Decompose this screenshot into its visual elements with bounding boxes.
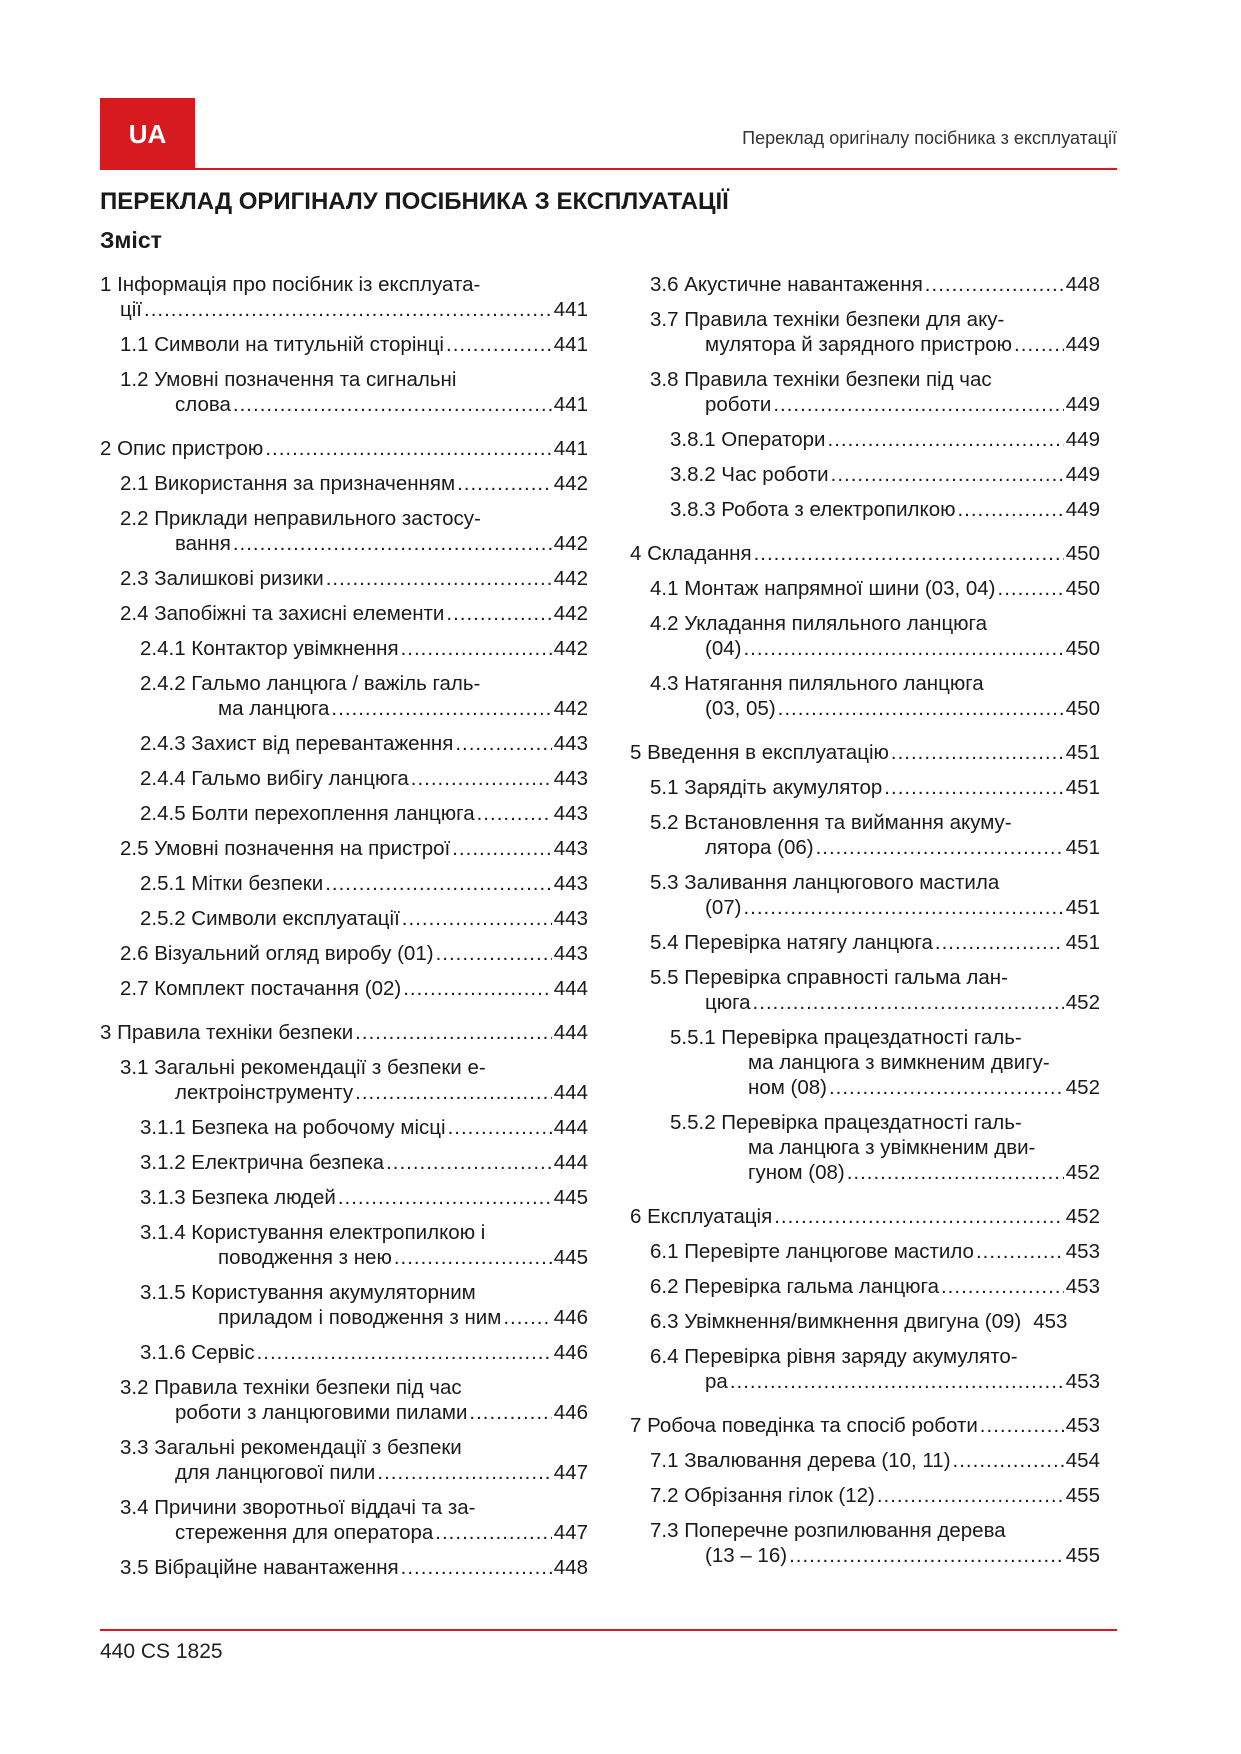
toc-page-number: 444	[553, 1081, 588, 1104]
toc-entry-text: 6.3 Увімкнення/вимкнення двигуна (09)	[650, 1310, 1022, 1333]
toc-leader-dots	[436, 941, 552, 966]
toc-entry-text: 4.3 Натягання пиляльного ланцюга	[650, 672, 984, 695]
toc-entry-text: 3.8.3 Робота з електропилкою	[670, 498, 956, 521]
toc-page-number: 451	[1065, 931, 1100, 954]
toc-entry-text: 3.6 Акустичне навантаження	[650, 273, 923, 296]
toc-entry[interactable]	[100, 1435, 588, 1485]
toc-entry-text: 3.1.6 Сервіс	[140, 1341, 255, 1364]
toc-entry-text: 2.4.1 Контактор увімкнення	[140, 637, 399, 660]
toc-page-number: 452	[1065, 991, 1100, 1014]
toc-entry[interactable]	[100, 1280, 588, 1330]
toc-entry-text: 5.4 Перевірка натягу ланцюга	[650, 931, 933, 954]
toc-entry[interactable]	[100, 1340, 588, 1365]
toc-page-number: 443	[553, 732, 588, 755]
toc-entry[interactable]	[100, 836, 588, 861]
toc-entry[interactable]	[100, 1495, 588, 1545]
toc-page-number: 455	[1065, 1544, 1100, 1567]
toc-entry-text: 5.3 Заливання ланцюгового мастила	[650, 871, 1000, 894]
toc-page-number: 450	[1065, 697, 1100, 720]
toc-page-number: 453	[1065, 1240, 1100, 1263]
toc-page-number: 452	[1065, 1076, 1100, 1099]
toc-page-number: 442	[553, 472, 588, 495]
toc-entry-text: 4.2 Укладання пиляльного ланцюга	[650, 612, 987, 635]
toc-entry[interactable]	[100, 801, 588, 826]
toc-leader-dots	[831, 462, 1064, 487]
toc-page-number: 455	[1065, 1484, 1100, 1507]
toc-page-number: 453	[1065, 1370, 1100, 1393]
toc-leader-dots	[386, 1150, 552, 1175]
toc-entry[interactable]	[630, 740, 1100, 765]
toc-entry[interactable]	[100, 367, 588, 417]
toc-page-number: 441	[553, 437, 588, 460]
toc-entry-text: 5.5 Перевірка справності гальма лан-	[650, 966, 1008, 989]
toc-entry-text: 3.8.2 Час роботи	[670, 463, 829, 486]
toc-entry-text: 2.5.1 Мітки безпеки	[140, 872, 324, 895]
toc-page-number: 449	[1065, 333, 1100, 356]
toc-entry-text: 2.6 Візуальний огляд виробу (01)	[120, 942, 434, 965]
toc-entry-text: ма ланцюга	[218, 697, 330, 720]
toc-entry[interactable]	[630, 541, 1100, 566]
toc-entry-text: вання	[175, 532, 231, 555]
toc-entry-text: 2.4.2 Гальмо ланцюга / важіль галь-	[140, 672, 481, 695]
toc-entry[interactable]	[100, 731, 588, 756]
toc-entry-text: 1 Інформація про посібник із експлуата-	[100, 273, 481, 296]
toc-entry-text: 3.8.1 Оператори	[670, 428, 826, 451]
toc-page-number: 445	[553, 1186, 588, 1209]
toc-leader-dots	[446, 601, 551, 626]
header-divider	[100, 168, 1117, 170]
toc-entry[interactable]	[100, 566, 588, 591]
toc-entry[interactable]	[630, 1239, 1100, 1264]
toc-entry[interactable]	[630, 1413, 1100, 1438]
toc-entry-text: 2 Опис пристрою	[100, 437, 264, 460]
toc-entry-text: 4.1 Монтаж напрямної шини (03, 04)	[650, 577, 996, 600]
toc-leader-dots	[402, 906, 552, 931]
toc-page-number: 446	[553, 1306, 588, 1329]
toc-entry-text: 3.1 Загальні рекомендації з безпеки е-	[120, 1056, 486, 1079]
page-title: ПЕРЕКЛАД ОРИГІНАЛУ ПОСІБНИКА З ЕКСПЛУАТАЦІЇ	[100, 188, 729, 215]
toc-heading: Зміст	[100, 227, 162, 253]
toc-entry-text: 3.8 Правила техніки безпеки під час	[650, 368, 992, 391]
toc-entry-text: мулятора й зарядного пристрою	[705, 333, 1013, 356]
toc-entry-text: 2.5.2 Символи експлуатації	[140, 907, 400, 930]
page-footer: 440 CS 1825	[100, 1640, 223, 1663]
toc-entry[interactable]	[630, 1448, 1100, 1473]
toc-leader-dots	[233, 392, 552, 417]
toc-leader-dots	[469, 1400, 551, 1425]
toc-entry-text: приладом і поводження з ним	[218, 1306, 502, 1329]
toc-page-number: 442	[553, 602, 588, 625]
toc-entry-text: 3.7 Правила техніки безпеки для аку-	[650, 308, 1005, 331]
toc-leader-dots	[257, 1340, 552, 1365]
toc-entry[interactable]	[630, 1344, 1100, 1394]
toc-entry-text: 2.2 Приклади неправильного застосу-	[120, 507, 481, 530]
toc-entry-text: 5.1 Зарядіть акумулятор	[650, 776, 883, 799]
toc-entry-text: 6.4 Перевірка рівня заряду акумулято-	[650, 1345, 1018, 1368]
toc-entry-text: 7.3 Поперечне розпилювання дерева	[650, 1519, 1006, 1542]
toc-page-number: 453	[1065, 1275, 1100, 1298]
toc-entry-text: роботи	[705, 393, 772, 416]
toc-entry-text: стереження для оператора	[175, 1521, 434, 1544]
toc-entry-text: (03, 05)	[705, 697, 776, 720]
toc-leader-dots	[452, 836, 552, 861]
toc-entry-text: цюга	[705, 991, 751, 1014]
toc-leader-dots	[435, 1520, 552, 1545]
toc-entry[interactable]	[630, 1025, 1100, 1100]
toc-page-number: 442	[553, 637, 588, 660]
toc-leader-dots	[1014, 332, 1064, 357]
toc-entry-text: 3.1.2 Електрична безпека	[140, 1151, 385, 1174]
toc-entry[interactable]	[630, 810, 1100, 860]
toc-entry-text: ції	[120, 298, 142, 321]
toc-leader-dots	[753, 990, 1064, 1015]
toc-entry[interactable]	[100, 471, 588, 496]
toc-page-number: 444	[553, 1151, 588, 1174]
toc-entry[interactable]	[630, 427, 1100, 452]
footer-divider	[100, 1629, 1117, 1631]
toc-entry-text: 6.2 Перевірка гальма ланцюга	[650, 1275, 939, 1298]
toc-leader-dots	[816, 835, 1064, 860]
toc-entry-text: 3 Правила техніки безпеки	[100, 1021, 354, 1044]
toc-entry-text: гуном (08)	[748, 1161, 845, 1184]
toc-page-number: 443	[553, 802, 588, 825]
toc-page-number: 451	[1065, 776, 1100, 799]
toc-leader-dots	[455, 731, 551, 756]
toc-entry-text: 7.2 Обрізання гілок (12)	[650, 1484, 875, 1507]
toc-entry-text: 1.1 Символи на титульній сторінці	[120, 333, 444, 356]
toc-leader-dots	[394, 1245, 552, 1270]
toc-entry-text: (07)	[705, 896, 742, 919]
toc-leader-dots	[935, 930, 1064, 955]
toc-leader-dots	[730, 1369, 1064, 1394]
toc-page-number: 443	[553, 767, 588, 790]
toc-entry[interactable]	[630, 611, 1100, 661]
toc-page-number: 449	[1065, 393, 1100, 416]
toc-entry-text: слова	[175, 393, 231, 416]
toc-page-number: 449	[1065, 498, 1100, 521]
toc-entry-text: 3.1.4 Користування електропилкою і	[140, 1221, 486, 1244]
toc-page-number: 452	[1065, 1161, 1100, 1184]
toc-leader-dots	[957, 497, 1063, 522]
toc-entry[interactable]	[630, 1110, 1100, 1185]
toc-entry[interactable]	[100, 906, 588, 931]
toc-leader-dots	[401, 1555, 552, 1580]
toc-entry-text: 3.1.1 Безпека на робочому місці	[140, 1116, 446, 1139]
toc-entry-text: 2.4.5 Болти перехоплення ланцюга	[140, 802, 475, 825]
toc-leader-dots	[503, 1305, 551, 1330]
toc-entry[interactable]	[630, 1204, 1100, 1229]
toc-column-left	[100, 272, 588, 1580]
toc-entry[interactable]	[630, 462, 1100, 487]
toc-entry[interactable]	[630, 671, 1100, 721]
toc-leader-dots	[355, 1020, 552, 1045]
toc-leader-dots	[457, 471, 552, 496]
toc-leader-dots	[925, 272, 1064, 297]
language-badge: UA	[100, 98, 195, 170]
toc-page-number: 441	[553, 393, 588, 416]
toc-column-right	[630, 272, 1100, 1568]
toc-entry-text: (04)	[705, 637, 742, 660]
toc-entry-text: 2.3 Залишкові ризики	[120, 567, 324, 590]
toc-entry-text: 7.1 Звалювання дерева (10, 11)	[650, 1449, 951, 1472]
toc-leader-dots	[754, 541, 1064, 566]
toc-entry-text: 2.4 Запобіжні та захисні елементи	[120, 602, 445, 625]
toc-leader-dots	[774, 1204, 1064, 1229]
toc-entry[interactable]	[630, 307, 1100, 357]
toc-entry-text: 5.5.1 Перевірка працездатності галь-	[670, 1026, 1022, 1049]
toc-leader-dots	[891, 740, 1064, 765]
toc-leader-dots	[847, 1160, 1064, 1185]
toc-page-number: 451	[1065, 741, 1100, 764]
toc-entry[interactable]	[100, 1115, 588, 1140]
toc-page-number: 443	[553, 942, 588, 965]
toc-entry[interactable]	[100, 272, 588, 322]
toc-leader-dots	[401, 636, 552, 661]
toc-page-number: 450	[1065, 542, 1100, 565]
toc-entry[interactable]	[100, 871, 588, 896]
toc-leader-dots	[144, 297, 552, 322]
toc-page-number: 446	[553, 1401, 588, 1424]
toc-entry-text: 5 Введення в експлуатацію	[630, 741, 889, 764]
toc-entry[interactable]	[100, 601, 588, 626]
toc-entry-text: 5.2 Встановлення та виймання акуму-	[650, 811, 1012, 834]
toc-leader-dots	[743, 636, 1063, 661]
toc-leader-dots	[446, 332, 552, 357]
toc-entry-text: 5.5.2 Перевірка працездатності галь-	[670, 1111, 1022, 1134]
toc-entry[interactable]	[100, 671, 588, 721]
toc-page-number: 445	[553, 1246, 588, 1269]
toc-leader-dots	[829, 1075, 1064, 1100]
toc-entry[interactable]	[100, 1555, 588, 1580]
toc-leader-dots	[448, 1115, 552, 1140]
toc-leader-dots	[953, 1448, 1064, 1473]
toc-leader-dots	[743, 895, 1063, 920]
toc-leader-dots	[477, 801, 552, 826]
toc-entry-text: 3.5 Вібраційне навантаження	[120, 1556, 399, 1579]
toc-entry[interactable]	[630, 965, 1100, 1015]
toc-entry-text: поводження з нею	[218, 1246, 392, 1269]
toc-leader-dots	[331, 696, 551, 721]
toc-leader-dots	[325, 871, 552, 896]
toc-leader-dots	[233, 531, 552, 556]
toc-entry-text: 2.5 Умовні позначення на пристрої	[120, 837, 451, 860]
toc-leader-dots	[941, 1274, 1064, 1299]
toc-entry-text: 6 Експлуатація	[630, 1205, 773, 1228]
toc-entry-text: 2.7 Комплект постачання (02)	[120, 977, 402, 1000]
toc-entry[interactable]	[100, 1055, 588, 1105]
toc-leader-dots	[778, 696, 1064, 721]
toc-page-number: 442	[553, 567, 588, 590]
toc-page-number: 444	[553, 1116, 588, 1139]
toc-entry-text: лектроінструменту	[175, 1081, 354, 1104]
toc-entry-text: ма ланцюга з вимкненим двигу-	[748, 1051, 1050, 1074]
toc-leader-dots	[980, 1413, 1064, 1438]
toc-entry-text: 3.4 Причини зворотньої віддачі та за-	[120, 1496, 476, 1519]
toc-entry[interactable]	[630, 1309, 1100, 1334]
toc-entry-text: ра	[705, 1370, 728, 1393]
toc-entry[interactable]	[100, 1150, 588, 1175]
toc-page-number: 444	[553, 1021, 588, 1044]
toc-entry-text: 2.4.4 Гальмо вибігу ланцюга	[140, 767, 409, 790]
toc-entry[interactable]	[100, 332, 588, 357]
toc-page-number: 448	[553, 1556, 588, 1579]
toc-entry-text: 3.1.3 Безпека людей	[140, 1186, 336, 1209]
toc-entry-text: лятора (06)	[705, 836, 814, 859]
toc-page-number: 452	[1065, 1205, 1100, 1228]
toc-page-number: 441	[553, 333, 588, 356]
toc-leader-dots	[411, 766, 552, 791]
toc-entry-text: роботи з ланцюговими пилами	[175, 1401, 468, 1424]
toc-leader-dots	[998, 576, 1064, 601]
toc-leader-dots	[377, 1460, 551, 1485]
toc-entry[interactable]	[630, 930, 1100, 955]
toc-leader-dots	[265, 436, 551, 461]
toc-entry[interactable]	[100, 766, 588, 791]
toc-entry[interactable]	[100, 1375, 588, 1425]
toc-entry-text: ма ланцюга з увімкненим дви-	[748, 1136, 1036, 1159]
toc-leader-dots	[403, 976, 552, 1001]
toc-page-number: 450	[1065, 577, 1100, 600]
toc-page-number: 442	[553, 697, 588, 720]
toc-page-number: 447	[553, 1521, 588, 1544]
toc-leader-dots	[884, 775, 1063, 800]
toc-page-number: 444	[553, 977, 588, 1000]
toc-page-number: 449	[1065, 428, 1100, 451]
toc-page-number: 453	[1033, 1310, 1068, 1333]
toc-page-number: 443	[553, 907, 588, 930]
toc-entry[interactable]	[630, 870, 1100, 920]
toc-leader-dots	[355, 1080, 552, 1105]
toc-entry[interactable]	[630, 1274, 1100, 1299]
toc-entry-text: для ланцюгової пили	[175, 1461, 376, 1484]
toc-entry[interactable]	[100, 941, 588, 966]
toc-entry-text: 3.2 Правила техніки безпеки під час	[120, 1376, 462, 1399]
toc-page-number: 443	[553, 837, 588, 860]
toc-entry[interactable]	[630, 1483, 1100, 1508]
toc-entry-text: (13 – 16)	[705, 1544, 788, 1567]
toc-entry-text: 4 Складання	[630, 542, 752, 565]
toc-entry[interactable]	[100, 436, 588, 461]
toc-entry[interactable]	[100, 636, 588, 661]
toc-entry-text: 1.2 Умовні позначення та сигнальні	[120, 368, 457, 391]
toc-entry[interactable]	[630, 775, 1100, 800]
toc-page-number: 447	[553, 1461, 588, 1484]
toc-leader-dots	[773, 392, 1063, 417]
toc-entry-text: 7 Робоча поведінка та спосіб роботи	[630, 1414, 978, 1437]
toc-page-number: 448	[1065, 273, 1100, 296]
toc-entry[interactable]	[100, 976, 588, 1001]
toc-entry-text: 2.4.3 Захист від перевантаження	[140, 732, 454, 755]
toc-page-number: 450	[1065, 637, 1100, 660]
toc-page-number: 449	[1065, 463, 1100, 486]
toc-entry-text: 3.1.5 Користування акумуляторним	[140, 1281, 476, 1304]
toc-entry[interactable]	[630, 1518, 1100, 1568]
toc-entry-text: 3.3 Загальні рекомендації з безпеки	[120, 1436, 462, 1459]
toc-leader-dots	[877, 1483, 1064, 1508]
toc-page-number: 451	[1065, 836, 1100, 859]
toc-entry[interactable]	[100, 506, 588, 556]
toc-leader-dots	[338, 1185, 552, 1210]
toc-page-number: 441	[553, 298, 588, 321]
toc-leader-dots	[976, 1239, 1064, 1264]
toc-leader-dots	[326, 566, 552, 591]
toc-entry-text: 6.1 Перевірте ланцюгове мастило	[650, 1240, 974, 1263]
toc-entry[interactable]	[630, 367, 1100, 417]
toc-page-number: 454	[1065, 1449, 1100, 1472]
toc-page-number: 453	[1065, 1414, 1100, 1437]
toc-entry[interactable]	[100, 1220, 588, 1270]
toc-page-number: 451	[1065, 896, 1100, 919]
toc-entry-text: 2.1 Використання за призначенням	[120, 472, 456, 495]
running-header-title: Переклад оригіналу посібника з експлуатації	[742, 128, 1117, 148]
toc-leader-dots	[828, 427, 1064, 452]
toc-entry[interactable]	[100, 1185, 588, 1210]
toc-entry-text: ном (08)	[748, 1076, 827, 1099]
toc-entry[interactable]	[630, 272, 1100, 297]
toc-entry[interactable]	[630, 576, 1100, 601]
toc-entry[interactable]	[630, 497, 1100, 522]
toc-page-number: 446	[553, 1341, 588, 1364]
toc-leader-dots	[789, 1543, 1064, 1568]
toc-page-number: 442	[553, 532, 588, 555]
toc-page-number: 443	[553, 872, 588, 895]
toc-entry[interactable]	[100, 1020, 588, 1045]
